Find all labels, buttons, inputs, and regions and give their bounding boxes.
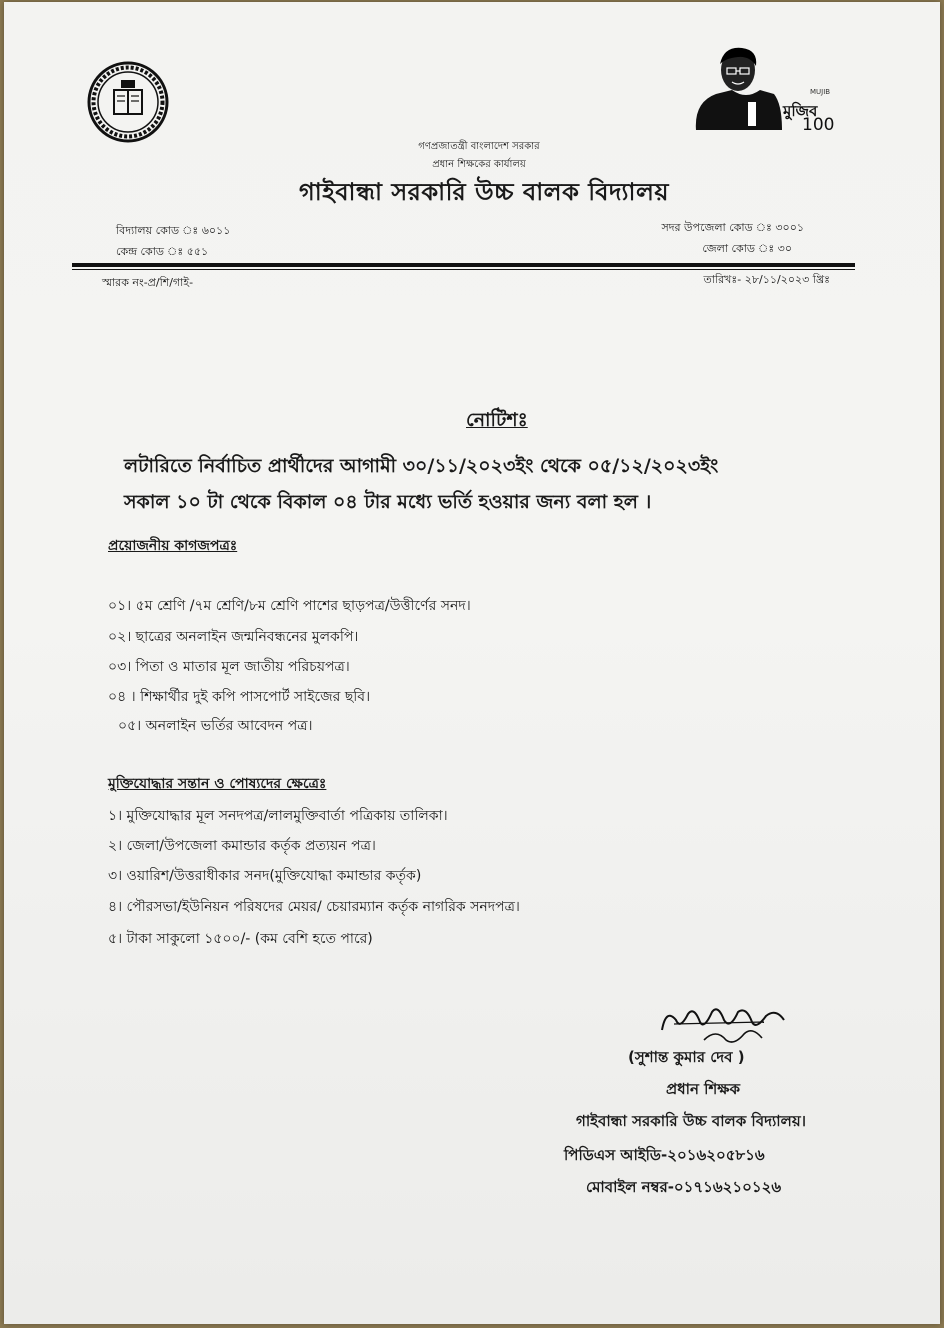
mobile-number: মোবাইল নম্বর-০১৭১৬২১০১২৬ bbox=[586, 1178, 782, 1196]
school-name: গাইবান্ধা সরকারি উচ্চ বালক বিদ্যালয় bbox=[299, 178, 669, 206]
pds-id: পিডিএস আইডি-২০১৬২০৫৮১৬ bbox=[564, 1146, 765, 1164]
list-item: ০১। ৫ম শ্রেণি /৭ম শ্রেণি/৮ম শ্রেণি পাশের ছাড়পত্র/উত্তীর্ণের সনদ। bbox=[108, 598, 471, 614]
notice-title: নোটিশঃ bbox=[466, 409, 528, 431]
logo-label: MUJIB bbox=[810, 88, 831, 96]
government-line: গণপ্রজাতন্ত্রী বাংলাদেশ সরকার bbox=[418, 141, 540, 152]
notice-date: তারিখঃ- ২৮/১১/২০২৩ খ্রিঃ bbox=[703, 273, 830, 286]
header-divider-thin bbox=[72, 269, 855, 270]
logo-number: 100 bbox=[802, 115, 835, 134]
list-item: ০৫। অনলাইন ভর্তির আবেদন পত্র। bbox=[118, 718, 313, 734]
office-line: প্রধান শিক্ষকের কার্যালয় bbox=[432, 159, 526, 170]
school-code: বিদ্যালয় কোড ঃ ৬০১১ bbox=[116, 224, 231, 237]
mujib-100-logo bbox=[686, 42, 836, 134]
list-item: ০২। ছাত্রের অনলাইন জন্মনিবন্ধনের মুলকপি। bbox=[108, 629, 359, 645]
upazila-code: সদর উপজেলা কোড ঃ ৩০০১ bbox=[661, 221, 804, 234]
memo-number: স্মারক নং-প্র/শি/গাই- bbox=[102, 276, 194, 289]
list-item: ০৩। পিতা ও মাতার মূল জাতীয় পরিচয়পত্র। bbox=[108, 659, 350, 675]
list-item: ৩। ওয়ারিশ/উত্তরাধীকার সনদ(মুক্তিযোদ্ধা কমান্ডার কর্তৃক) bbox=[108, 868, 422, 884]
signatory-name: (সুশান্ত কুমার দেব ) bbox=[628, 1048, 745, 1066]
signatory-school: গাইবান্ধা সরকারি উচ্চ বালক বিদ্যালয়। bbox=[576, 1112, 807, 1130]
list-item: ৫। টাকা সাকুলো ১৫০০/- (কম বেশি হতে পারে) bbox=[108, 931, 373, 947]
freedom-fighter-heading: মুক্তিযোদ্ধার সন্তান ও পোষ্যদের ক্ষেত্রেঃ bbox=[108, 776, 327, 792]
logo-text: মুজিব bbox=[783, 102, 818, 120]
documents-heading: প্রয়োজনীয় কাগজপত্রঃ bbox=[108, 538, 238, 554]
handwritten-signature bbox=[644, 1000, 794, 1048]
notice-line-2: সকাল ১০ টা থেকে বিকাল ০৪ টার মধ্যে ভর্তি হওয়ার জন্য বলা হল । bbox=[124, 491, 652, 513]
signatory-designation: প্রধান শিক্ষক bbox=[666, 1080, 740, 1098]
header-divider bbox=[72, 263, 855, 267]
list-item: ২। জেলা/উপজেলা কমান্ডার কর্তৃক প্রত্যয়ন পত্র। bbox=[108, 838, 376, 854]
list-item: ১। মুক্তিযোদ্ধার মূল সনদপত্র/লালমুক্তিবার্তা পত্রিকায় তালিকা। bbox=[108, 808, 448, 824]
district-code: জেলা কোড ঃ ৩০ bbox=[702, 242, 792, 255]
center-code: কেন্দ্র কোড ঃ ৫৫১ bbox=[116, 245, 209, 258]
notice-line-1: লটারিতে নির্বাচিত প্রার্থীদের আগামী ৩০/১১/২০২৩ইং থেকে ০৫/১২/২০২৩ইং bbox=[124, 455, 719, 477]
school-seal-icon bbox=[86, 60, 170, 144]
list-item: ৪। পৌরসভা/ইউনিয়ন পরিষদের মেয়র/ চেয়ারম্যান কর্তৃক নাগরিক সনদপত্র। bbox=[108, 899, 520, 915]
notice-document bbox=[4, 2, 940, 1324]
list-item: ০৪ । শিক্ষার্থীর দুই কপি পাসপোর্ট সাইজের ছবি। bbox=[108, 689, 371, 705]
